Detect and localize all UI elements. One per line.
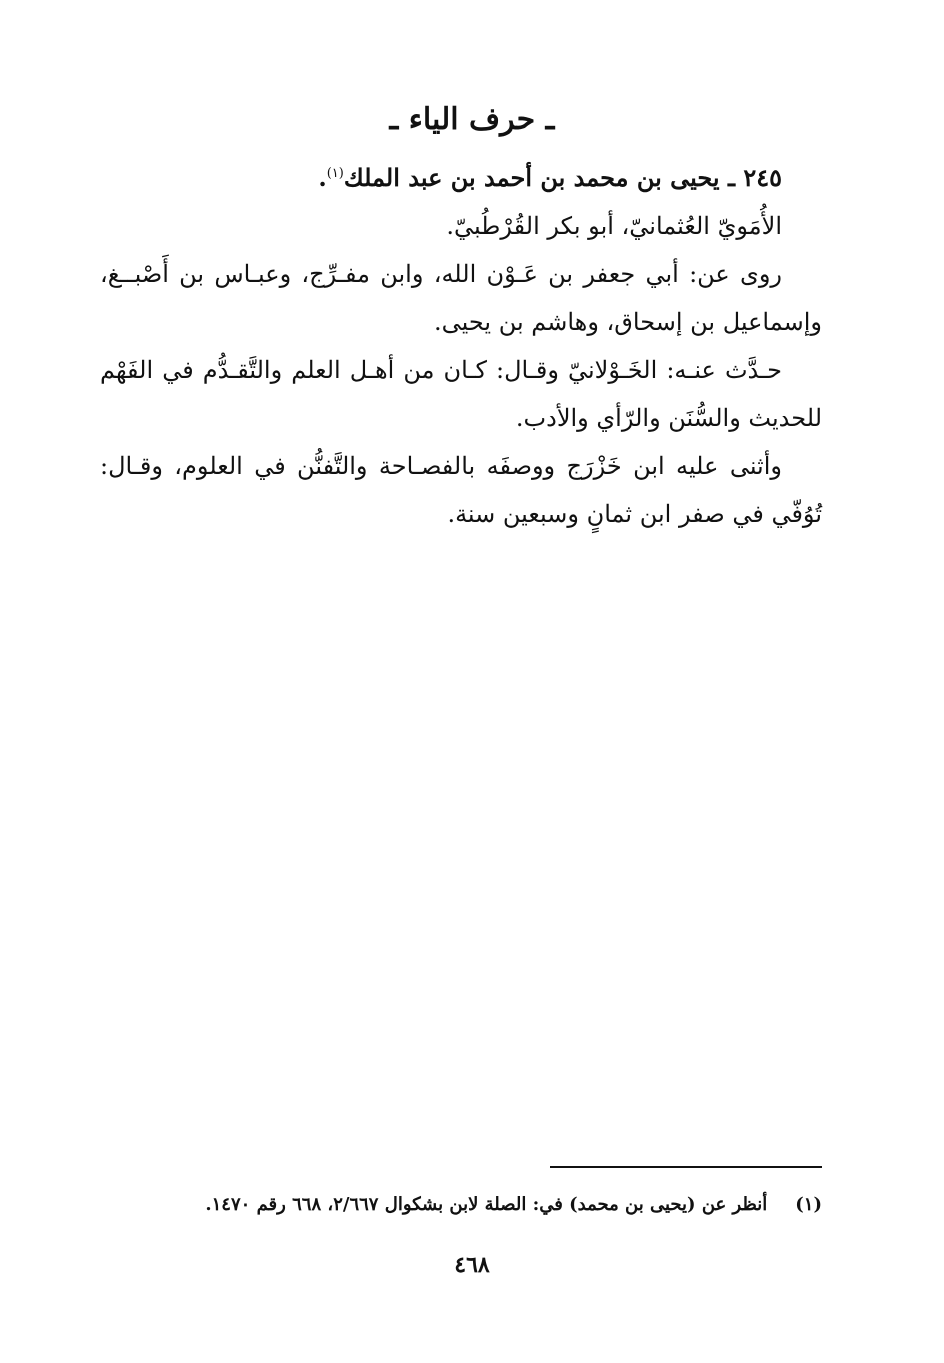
footnote-number: (١) bbox=[795, 1194, 822, 1215]
footnote-separator bbox=[550, 1166, 822, 1168]
footnote-reference[interactable]: (١) bbox=[326, 166, 344, 181]
paragraph-praise-and-death bbox=[100, 442, 822, 538]
entry-number-and-name: ٢٤٥ ـ يحيى بن محمد بن أحمد بن عبد الملك bbox=[343, 163, 782, 192]
paragraph-narrated-from bbox=[100, 250, 822, 346]
paragraph-text: وأثنى عليه ابن خَزْرَج ووصفَه بالفصـاحة والتَّفنُّن في العلوم، وقـال: تُوُفّي في صفر ابن ثمانٍ وسبعين سنة. bbox=[100, 452, 822, 528]
entry-nisba: الأُمَويّ العُثمانيّ، أبو بكر القُرْطُبيّ. bbox=[446, 212, 782, 240]
main-text bbox=[100, 150, 822, 538]
paragraph-reported-by bbox=[100, 346, 822, 442]
footnote bbox=[150, 1190, 822, 1220]
entry-title bbox=[100, 150, 822, 202]
entry-title-end: . bbox=[318, 163, 327, 192]
paragraph-text: حـدَّث عنـه: الخَـوْلانيّ وقـال: كـان من أهـل العلم والتَّقـدُّم في الفَهْم للحديث والسُّنَن والرّأي والأدب. bbox=[100, 356, 822, 432]
footnote-text: أنظر عن (يحيى بن محمد) في: الصلة لابن بشكوال ٢/٦٦٧، ٦٦٨ رقم ١٤٧٠. bbox=[205, 1194, 768, 1215]
paragraph-text: روى عن: أبي جعفر بن عَـوْن الله، وابن مفـرِّج، وعبـاس بن أَصْبــغ، وإسماعيل بن إسحاق، وهاشم بن يحيى. bbox=[100, 260, 822, 336]
chapter-heading: ـ حرف الياء ـ bbox=[389, 102, 555, 137]
page-number: ٤٦٨ bbox=[454, 1252, 490, 1278]
